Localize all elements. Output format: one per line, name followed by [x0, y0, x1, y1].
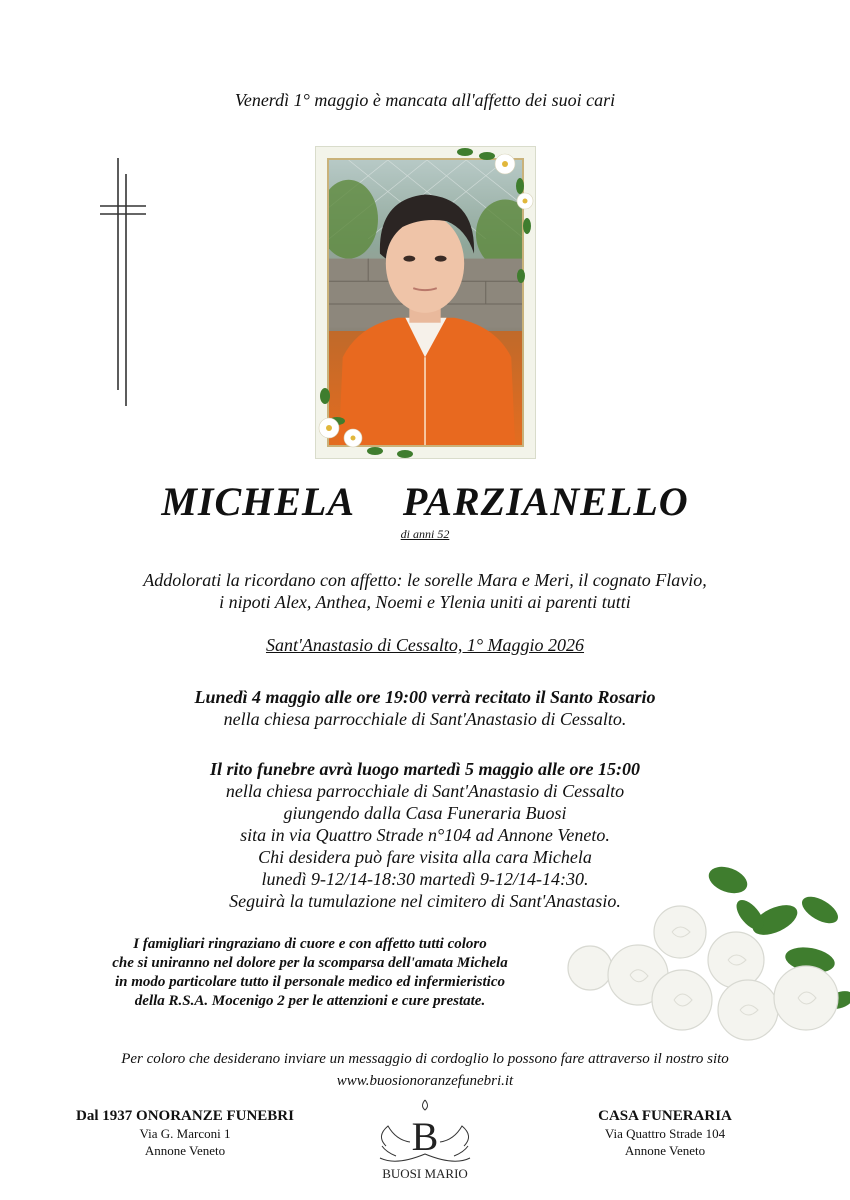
- mourners-line: Addolorati la ricordano con affetto: le sorelle Mara e Meri, il cognato Flavio,: [143, 570, 707, 590]
- white-roses-image: [560, 860, 850, 1050]
- funeral-title: Il rito funebre avrà luogo martedì 5 maggio alle ore 15:00: [210, 759, 640, 779]
- thanks-line: in modo particolare tutto il personale medico ed infermieristico: [115, 974, 505, 990]
- funeral-house-address: Via Quattro Strade 104: [604, 1126, 726, 1141]
- flower-decoration: [315, 146, 536, 459]
- funeral-line: Seguirà la tumulazione nel cimitero di Sant'Anastasio.: [229, 891, 621, 911]
- funeral-home-address: Via G. Marconi 1: [139, 1126, 231, 1141]
- thanks-line: della R.S.A. Mocenigo 2 per le attenzioni e cure prestate.: [134, 993, 486, 1009]
- mourners-text: [0, 569, 850, 613]
- funeral-line: nella chiesa parrocchiale di Sant'Anastasio di Cessalto: [225, 781, 625, 801]
- rosary-title: Lunedì 4 maggio alle ore 19:00 verrà recitato il Santo Rosario: [194, 687, 656, 707]
- thanks-line: I famigliari ringraziano di cuore e con affetto tutti coloro: [133, 936, 487, 952]
- mourners-line: i nipoti Alex, Anthea, Noemi e Ylenia uniti ai parenti tutti: [219, 592, 631, 612]
- website-link[interactable]: www.buosionoranzefunebri.it: [336, 1073, 514, 1089]
- funeral-home-info: [55, 1108, 315, 1159]
- funeral-line: sita in via Quattro Strade n°104 ad Annone Veneto.: [240, 825, 610, 845]
- funeral-house-city: Annone Veneto: [624, 1143, 706, 1158]
- rosary-notice: [0, 686, 850, 730]
- funeral-house-info: [565, 1108, 765, 1159]
- intro-line: Venerdì 1° maggio è mancata all'affetto dei suoi cari: [234, 90, 616, 110]
- funeral-home-title: Dal 1937 ONORANZE FUNEBRI: [76, 1108, 294, 1124]
- deceased-age: di anni 52: [400, 527, 450, 541]
- funeral-home-city: Annone Veneto: [144, 1143, 226, 1158]
- condolence-note: [0, 1048, 850, 1092]
- deceased-name: MICHELA PARZIANELLO: [161, 479, 689, 524]
- funeral-line: lunedì 9-12/14-18:30 martedì 9-12/14-14:30.: [261, 869, 589, 889]
- funeral-line: Chi desidera può fare visita alla cara Michela: [258, 847, 592, 867]
- thanks-text: [40, 935, 580, 1011]
- buosi-logo: [366, 1096, 484, 1184]
- funeral-line: giungendo dalla Casa Funeraria Buosi: [283, 803, 567, 823]
- thanks-line: che si uniranno nel dolore per la scomparsa dell'amata Michela: [112, 955, 508, 971]
- logo-name: BUOSI MARIO: [382, 1166, 468, 1181]
- logo-letter: B: [411, 1114, 439, 1159]
- rosary-line: nella chiesa parrocchiale di Sant'Anastasio di Cessalto.: [223, 709, 627, 729]
- funeral-house-title: CASA FUNERARIA: [598, 1108, 732, 1124]
- place-date: Sant'Anastasio di Cessalto, 1° Maggio 2026: [265, 635, 585, 655]
- condolence-text: Per coloro che desiderano inviare un messaggio di cordoglio lo possono fare attraverso il nostro sito: [121, 1051, 729, 1067]
- cross-icon: [96, 158, 148, 408]
- portrait-photo: [315, 146, 536, 459]
